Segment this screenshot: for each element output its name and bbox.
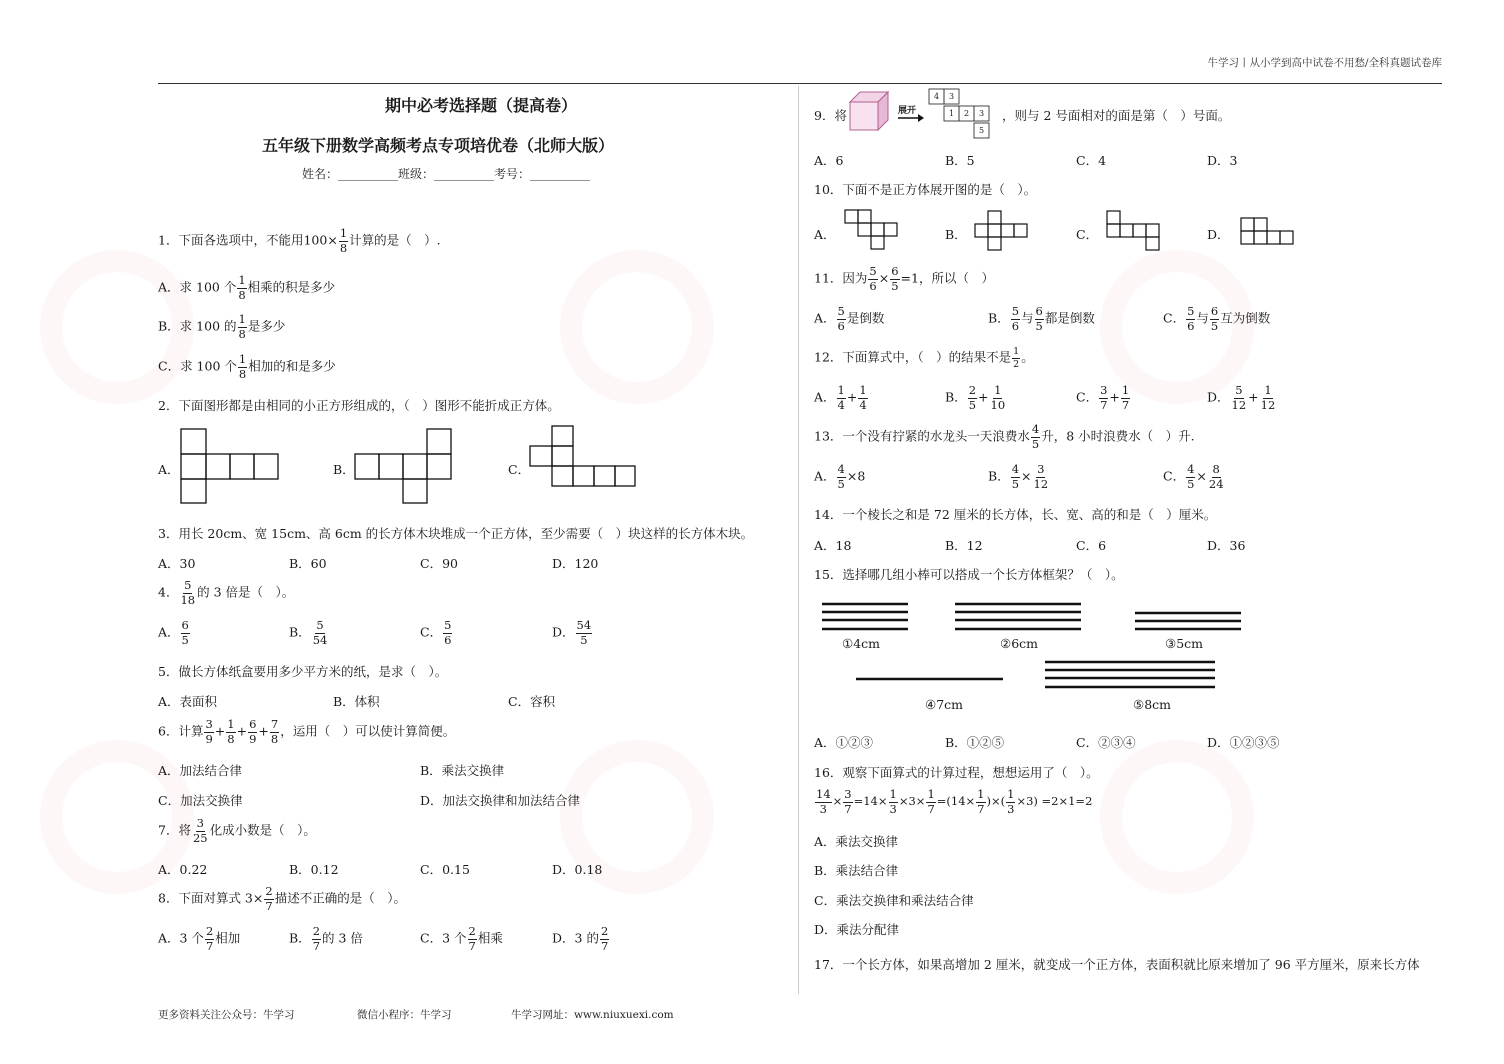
svg-text:2: 2 — [963, 109, 970, 118]
q15-option-d[interactable]: D．①②③⑤ — [1207, 735, 1280, 750]
q2-net-c[interactable] — [530, 426, 638, 490]
q11-option-a[interactable]: A． $\frac{5}{6}$ 是倒数 — [814, 304, 885, 333]
q2-label-a[interactable]: A． — [158, 462, 180, 477]
q5-option-a[interactable]: A．表面积 — [158, 694, 218, 709]
q16-option-d[interactable]: D．乘法分配律 — [814, 922, 900, 937]
q5-option-b[interactable]: B．体积 — [333, 694, 380, 709]
header-rule — [158, 83, 1442, 84]
q10-label-b[interactable]: B． — [945, 227, 967, 242]
q1-stem-mid: 用100× — [290, 232, 338, 248]
q8-stem: 8．下面对算式 3× $\frac{2}{7}$ 描述不正确的是（ ）。 — [158, 884, 406, 913]
q16-stem: 16．观察下面算式的计算过程，想想运用了（ ）。 — [814, 765, 1099, 780]
unfold-label: 展开 — [898, 106, 917, 116]
q13-option-a[interactable]: A． $\frac{4}{5}$ ×8 — [814, 462, 866, 491]
paper-subtitle: 五年级下册数学高频考点专项培优卷（北师大版） — [262, 136, 615, 155]
q12-stem: 12．下面算式中，（ ）的结果不是 $\frac{1}{2}$ 。 — [814, 346, 1034, 370]
q1-option-a[interactable]: A．求 100 个 $\frac{1}{8}$ 相乘的积是多少 — [158, 273, 336, 302]
svg-text:1: 1 — [948, 109, 955, 118]
q4-option-a[interactable]: A． $\frac{6}{5}$ — [158, 618, 189, 647]
q9-stem-post: ，则与 2 号面相对的面是第（ ）号面。 — [1002, 108, 1231, 123]
q7-stem: 7．将 $\frac{3}{25}$ 化成小数是（ ）。 — [158, 816, 316, 845]
q15-option-a[interactable]: A．①②③ — [814, 735, 874, 750]
q10-net-a[interactable] — [845, 210, 901, 250]
q9-option-c[interactable]: C．4 — [1076, 153, 1107, 168]
q8-option-a[interactable]: A．3 个 $\frac{2}{7}$ 相加 — [158, 924, 241, 953]
column-divider — [798, 86, 799, 994]
q11-option-c[interactable]: C． $\frac{5}{6}$ 与 $\frac{6}{5}$ 互为倒数 — [1163, 304, 1271, 333]
q6-stem: 6．计算 $\frac{3}{9}$ + $\frac{1}{8}$ + $\frac{6}{9}$ + $\frac{7}{8}$ ，运用（ ）可以使计算简便。 — [158, 717, 456, 746]
q1-fraction: $\frac{1}{8}$ — [339, 226, 348, 255]
stick-label-1: ①4cm — [842, 636, 881, 651]
stick-label-2: ②6cm — [1000, 636, 1039, 651]
q15-option-c[interactable]: C．②③④ — [1076, 735, 1136, 750]
svg-text:5: 5 — [978, 126, 985, 135]
q7-option-c[interactable]: C．0.15 — [420, 862, 470, 877]
q5-option-c[interactable]: C．容积 — [508, 694, 556, 709]
q2-net-b[interactable] — [355, 429, 455, 504]
q3-option-d[interactable]: D．120 — [552, 556, 599, 571]
q6-option-b[interactable]: B．乘法交换律 — [420, 763, 505, 778]
q3-option-b[interactable]: B．60 — [289, 556, 327, 571]
stick-group-3 — [1135, 611, 1245, 633]
q1-emphasis: 不能 — [265, 232, 291, 248]
svg-text:3: 3 — [948, 92, 955, 101]
q2-label-c[interactable]: C． — [508, 462, 531, 477]
q9-cube-net — [929, 89, 993, 141]
q11-stem: 11．因为 $\frac{5}{6}$ × $\frac{6}{5}$ =1，所以（ ） — [814, 264, 994, 293]
q3-option-a[interactable]: A．30 — [158, 556, 196, 571]
q3-option-c[interactable]: C．90 — [420, 556, 458, 571]
q10-label-d[interactable]: D． — [1207, 227, 1230, 242]
q12-option-d[interactable]: D． $\frac{5}{12}$ + $\frac{1}{12}$ — [1207, 383, 1276, 412]
svg-text:4: 4 — [933, 92, 940, 101]
q1-option-b[interactable]: B．求 100 的 $\frac{1}{8}$ 是多少 — [158, 312, 286, 341]
q7-option-d[interactable]: D．0.18 — [552, 862, 603, 877]
stick-label-4: ④7cm — [925, 697, 964, 712]
footer-website-link[interactable]: 牛学习网址：www.niuxuexi.com — [511, 1009, 674, 1021]
student-info-line: 姓名：__________班级：__________考号：__________ — [302, 167, 591, 181]
q1-option-c[interactable]: C．求 100 个 $\frac{1}{8}$ 相加的和是多少 — [158, 352, 336, 381]
q12-option-a[interactable]: A． $\frac{1}{4}$ + $\frac{1}{4}$ — [814, 383, 867, 412]
q10-label-a[interactable]: A． — [814, 227, 836, 242]
q6-option-d[interactable]: D．加法交换律和加法结合律 — [420, 793, 581, 808]
q8-option-c[interactable]: C．3 个 $\frac{2}{7}$ 相乘 — [420, 924, 503, 953]
svg-text:3: 3 — [978, 109, 985, 118]
q10-net-d[interactable] — [1241, 218, 1297, 246]
q4-stem: 4． $\frac{5}{18}$ 的 3 倍是（ ）。 — [158, 578, 295, 607]
footer-wechat-account: 更多资料关注公众号：牛学习 — [158, 1009, 295, 1021]
q13-stem: 13．一个没有拧紧的水龙头一天浪费水 $\frac{4}{5}$ 升，8 小时浪费水（ ）升. — [814, 422, 1195, 451]
q6-option-c[interactable]: C．加法交换律 — [158, 793, 243, 808]
question-1 — [158, 228, 441, 254]
stick-group-5 — [1045, 660, 1219, 692]
q13-option-c[interactable]: C． $\frac{4}{5}$ × $\frac{8}{24}$ — [1163, 462, 1224, 491]
q13-option-b[interactable]: B． $\frac{4}{5}$ × $\frac{3}{12}$ — [988, 462, 1049, 491]
q1-stem-pre: 1．下面各选项中， — [158, 232, 266, 248]
q16-option-a[interactable]: A．乘法交换律 — [814, 834, 899, 849]
stick-group-1 — [822, 602, 912, 634]
q14-option-a[interactable]: A．18 — [814, 538, 852, 553]
q8-option-d[interactable]: D．3 的 $\frac{2}{7}$ — [552, 924, 609, 953]
q15-stem: 15．选择哪几组小棒可以搭成一个长方体框架？（ ）。 — [814, 567, 1124, 582]
arrow-right-icon — [898, 114, 924, 122]
q2-net-a[interactable] — [181, 429, 281, 504]
q10-label-c[interactable]: C． — [1076, 227, 1099, 242]
q17-stem: 17．一个长方体，如果高增加 2 厘米，就变成一个正方体，表面积就比原来增加了 96 平方厘米，原来长方体 — [814, 957, 1420, 972]
q2-label-b[interactable]: B． — [333, 462, 355, 477]
q14-option-c[interactable]: C．6 — [1076, 538, 1107, 553]
q6-option-a[interactable]: A．加法结合律 — [158, 763, 243, 778]
stick-group-2 — [955, 602, 1085, 634]
stick-label-5: ⑤8cm — [1133, 697, 1172, 712]
paper-title: 期中必考选择题（提高卷） — [385, 96, 578, 115]
q10-net-b[interactable] — [975, 211, 1031, 251]
q16-option-c[interactable]: C．乘法交换律和乘法结合律 — [814, 893, 974, 908]
q10-stem: 10．下面不是正方体展开图的是（ ）。 — [814, 182, 1037, 197]
stick-label-3: ③5cm — [1165, 636, 1204, 651]
q10-net-c[interactable] — [1107, 211, 1163, 251]
cube-icon — [848, 90, 892, 132]
q7-option-b[interactable]: B．0.12 — [289, 862, 339, 877]
q4-option-b[interactable]: B． $\frac{5}{54}$ — [289, 618, 328, 647]
q9-stem-pre: 9．将 — [814, 108, 847, 123]
watermark-ring — [1100, 740, 1254, 894]
q14-stem: 14．一个棱长之和是 72 厘米的长方体，长、宽、高的和是（ ）厘米。 — [814, 507, 1217, 522]
q16-expression: $\frac{14}{3}$ × $\frac{3}{7}$ =14× $\frac{1}{3}$ ×3× $\frac{1}{7}$ =(14× $\frac{1}{7}$ )×( $\frac{1}{3}$ ×3) =2×1=2 — [816, 787, 1093, 816]
q2-stem: 2．下面图形都是由相同的小正方形组成的，（ ）图形不能折成正方体。 — [158, 398, 560, 413]
q7-option-a[interactable]: A．0.22 — [158, 862, 208, 877]
q15-option-b[interactable]: B．①②⑤ — [945, 735, 1005, 750]
footer-mini-program: 微信小程序：牛学习 — [357, 1009, 452, 1021]
stick-group-4 — [856, 677, 1006, 683]
header-brand: 牛学习丨从小学到高中试卷不用愁/全科真题试卷库 — [1207, 57, 1442, 69]
q12-option-b[interactable]: B． $\frac{2}{5}$ + $\frac{1}{10}$ — [945, 383, 1006, 412]
q12-option-c[interactable]: C． $\frac{3}{7}$ + $\frac{1}{7}$ — [1076, 383, 1130, 412]
q14-option-b[interactable]: B．12 — [945, 538, 983, 553]
watermark-ring — [560, 250, 714, 404]
q9-option-d[interactable]: D．3 — [1207, 153, 1238, 168]
q16-option-b[interactable]: B．乘法结合律 — [814, 863, 899, 878]
q3-stem: 3．用长 20cm、宽 15cm、高 6cm 的长方体木块堆成一个正方体，至少需要（ ）块这样的长方体木块。 — [158, 526, 754, 541]
q14-option-d[interactable]: D．36 — [1207, 538, 1246, 553]
q11-option-b[interactable]: B． $\frac{5}{6}$ 与 $\frac{6}{5}$ 都是倒数 — [988, 304, 1095, 333]
q9-option-a[interactable]: A．6 — [814, 153, 844, 168]
q9-option-b[interactable]: B．5 — [945, 153, 975, 168]
q4-option-d[interactable]: D． $\frac{54}{5}$ — [552, 618, 592, 647]
q5-stem: 5．做长方体纸盒要用多少平方米的纸，是求（ ）。 — [158, 664, 448, 679]
q4-option-c[interactable]: C． $\frac{5}{6}$ — [420, 618, 452, 647]
q1-stem-end: 计算的是（ ）. — [349, 232, 441, 248]
q8-option-b[interactable]: B． $\frac{2}{7}$ 的 3 倍 — [289, 924, 363, 953]
